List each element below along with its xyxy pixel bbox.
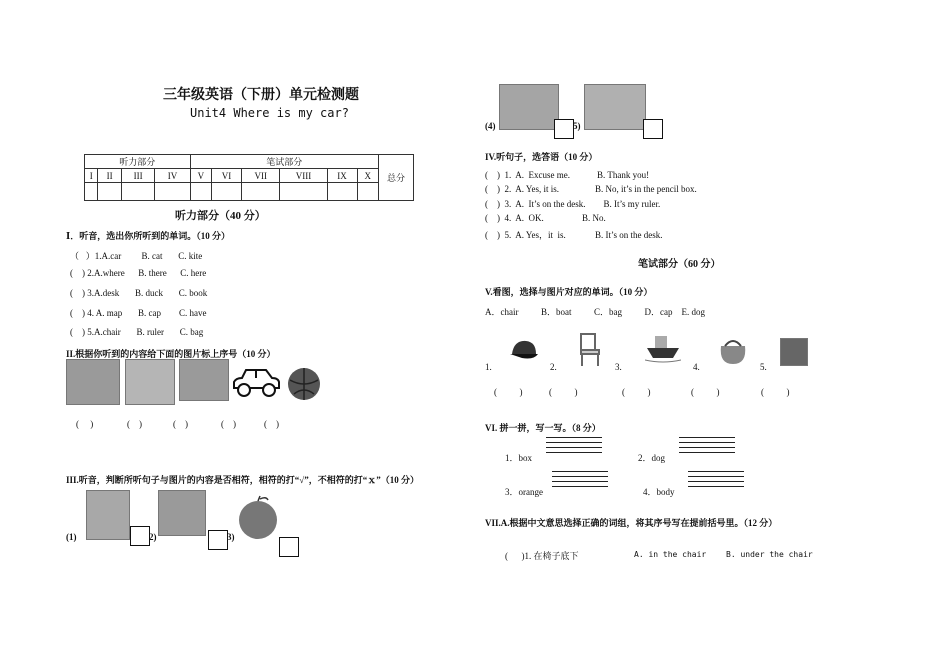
section2-bracket[interactable]: ( ) — [76, 419, 94, 429]
section4-item: ( ) 5. A. Yes，it is. B. It’s on the desk. — [485, 230, 663, 240]
section3-label: 3) — [227, 532, 235, 542]
section5-bracket[interactable]: ( ) — [549, 387, 578, 397]
section5-bracket[interactable]: ( ) — [761, 387, 790, 397]
listening-header: 听力部分（40 分） — [175, 210, 266, 222]
score-cell[interactable] — [98, 183, 121, 201]
ball-icon — [286, 366, 322, 402]
answer-box[interactable] — [279, 537, 299, 557]
section4-item: ( ) 4. A. OK. B. No. — [485, 213, 606, 223]
section2-bracket[interactable]: ( ) — [264, 419, 279, 429]
score-col: IV — [155, 169, 190, 183]
writing-lines[interactable] — [688, 471, 744, 491]
spell-word: 4．body — [643, 487, 675, 497]
score-cell[interactable] — [85, 183, 98, 201]
writing-lines[interactable] — [679, 437, 735, 457]
section1-item: ( ) 3.A.desk B. duck C. book — [70, 288, 208, 298]
score-cell[interactable] — [357, 183, 378, 201]
car-icon — [230, 364, 282, 400]
spell-word: 2．dog — [638, 453, 666, 463]
boy-picture — [499, 84, 559, 130]
spell-word: 3．orange — [505, 487, 543, 497]
answer-box[interactable] — [643, 119, 663, 139]
boat-icon — [645, 330, 681, 364]
score-col: I — [85, 169, 98, 183]
page-subtitle: Unit4 Where is my car? — [190, 106, 349, 120]
score-col: III — [121, 169, 155, 183]
section2-bracket[interactable]: ( ) — [173, 419, 188, 429]
score-col: VI — [212, 169, 242, 183]
chair-icon — [577, 332, 603, 368]
section5-num: 4. — [693, 362, 700, 372]
section3-label: (1) — [66, 532, 77, 542]
section5-num: 3. — [615, 362, 622, 372]
dog-picture — [780, 338, 808, 366]
section6-title: VI. 拼一拼，写一写。（8 分） — [485, 423, 601, 433]
writing-lines[interactable] — [546, 437, 602, 457]
writing-header: 笔试部分（60 分） — [638, 259, 721, 270]
section4-item: ( ) 3. A. It’s on the desk. B. It’s my ruler. — [485, 199, 661, 209]
q4-label: (4) — [485, 121, 496, 131]
chair-picture — [86, 490, 130, 540]
section1-item: ( ) 4. A. map B. cap C. have — [70, 308, 207, 318]
section2-bracket[interactable]: ( ) — [127, 419, 142, 429]
orange-icon — [236, 494, 280, 540]
section3-title: III.听音，判断所听句子与图片的内容是否相符，相符的打“√”，不相符的打“ｘ”（10 分） — [66, 475, 419, 485]
answer-box[interactable] — [130, 526, 150, 546]
girl-picture — [584, 84, 646, 130]
section1-item: ( ) 5.A.chair B. ruler C. bag — [70, 327, 204, 337]
cap-icon — [508, 338, 540, 364]
score-col: IX — [327, 169, 357, 183]
score-col: V — [190, 169, 211, 183]
desk-picture — [158, 490, 206, 536]
section4-item: ( ) 1. A. Excuse me. B. Thank you! — [485, 170, 650, 180]
score-cell[interactable] — [327, 183, 357, 201]
score-col: VIII — [280, 169, 327, 183]
section5-options: A．chair B．boat C．bag D．cap E. dog — [485, 307, 705, 317]
score-listening-header: 听力部分 — [85, 155, 191, 169]
section5-bracket[interactable]: ( ) — [494, 387, 523, 397]
section7-item: ( )1. 在椅子底下 — [505, 551, 579, 561]
section2-bracket[interactable]: ( ) — [221, 419, 236, 429]
writing-lines[interactable] — [552, 471, 608, 491]
score-cell[interactable] — [241, 183, 280, 201]
boy-desk-picture — [66, 359, 120, 405]
section2-title: II.根据你听到的内容给下面的图片标上序号（10 分） — [66, 349, 276, 359]
score-total-header: 总分 — [379, 155, 414, 201]
score-table — [84, 154, 414, 201]
q5-label: 5) — [573, 121, 581, 131]
answer-box[interactable] — [554, 119, 574, 139]
section1-title: Ⅰ．听音，选出你所听到的单词。（10 分） — [66, 231, 230, 241]
section7-option-b: B. under the chair — [726, 550, 813, 559]
score-cell[interactable] — [155, 183, 190, 201]
score-col: X — [357, 169, 378, 183]
section1-item: （ ）1.A.car B. cat C. kite — [70, 251, 203, 261]
answer-box[interactable] — [208, 530, 228, 550]
section4-title: IV.听句子，选答语（10 分） — [485, 152, 598, 162]
score-cell[interactable] — [212, 183, 242, 201]
section5-num: 2. — [550, 362, 557, 372]
score-col: II — [98, 169, 121, 183]
page-title: 三年级英语（下册）单元检测题 — [163, 88, 359, 103]
bag-icon — [715, 336, 751, 366]
section5-num: 5. — [760, 362, 767, 372]
girl-chair-picture — [125, 359, 175, 405]
section5-num: 1. — [485, 362, 492, 372]
section1-item: ( ) 2.A.where B. there C. here — [70, 268, 207, 278]
spell-word: 1．box — [505, 453, 533, 463]
section3-label: 2) — [149, 532, 157, 542]
section7-title: VII.A.根据中文意思选择正确的词组，将其序号写在提前括号里。（12 分） — [485, 518, 778, 528]
score-cell[interactable] — [280, 183, 327, 201]
score-col: VII — [241, 169, 280, 183]
boy-desk-picture-2 — [179, 359, 229, 401]
section7-option-a: A. in the chair — [634, 550, 707, 559]
score-cell[interactable] — [121, 183, 155, 201]
section4-item: ( ) 2. A. Yes, it is. B. No, it’s in the pencil box. — [485, 184, 697, 194]
score-writing-header: 笔试部分 — [190, 155, 378, 169]
section5-bracket[interactable]: ( ) — [622, 387, 651, 397]
section5-bracket[interactable]: ( ) — [691, 387, 720, 397]
section5-title: V.看图，选择与图片对应的单词。（10 分） — [485, 287, 653, 297]
score-cell[interactable] — [190, 183, 211, 201]
